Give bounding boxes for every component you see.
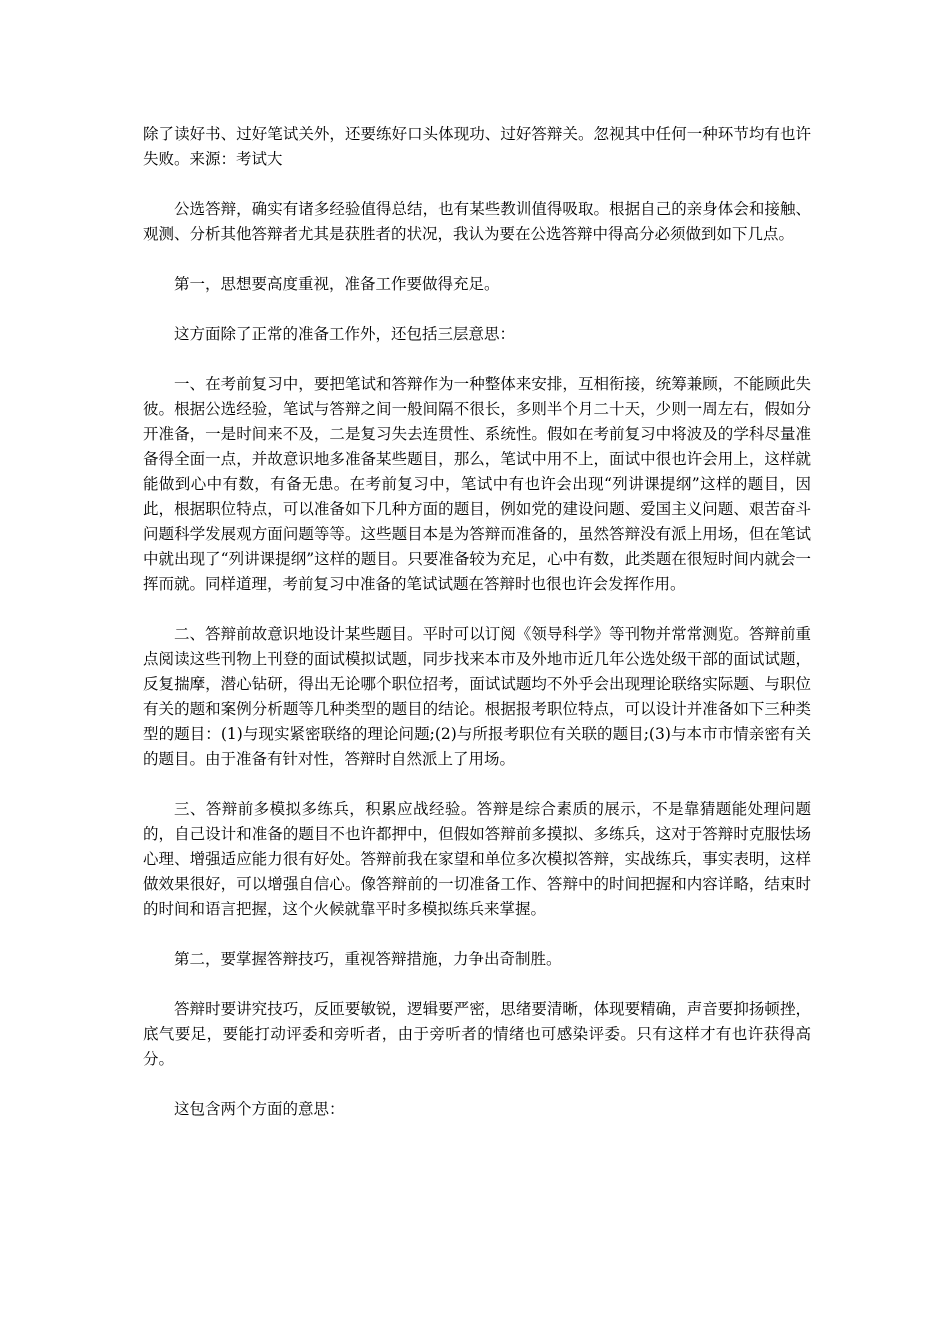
paragraph: 公选答辩，确实有诸多经验值得总结，也有某些教训值得吸取。根据自己的亲身体会和接触、观测、分析其他答辩者尤其是获胜者的状况，我认为要在公选答辩中得高分必须做到如下几点。 xyxy=(143,200,811,243)
paragraph: 二、答辩前故意识地设计某些题目。平时可以订阅《领导科学》等刊物并常常测览。答辩前重点阅读这些刊物上刊登的面试模拟试题，同步找来本市及外地市近几年公选处级干部的面试试题，反复揣摩，潜心钻研，得出无论哪个职位招考，面试试题均不外乎会出现理论联络实际题、与职位有关的题和案例分析题等几种类型的题目的结论。根据报考职位特点，可以设计并准备如下三种类型的题目：(1)与现实紧密联络的理论问题;(2)与所报考职位有关联的题目;(3)与本市市情亲密有关的题目。由于准备有针对性，答辩时自然派上了用场。 xyxy=(143,625,811,768)
paragraph: 这包含两个方面的意思： xyxy=(174,1100,345,1118)
paragraph: 一、在考前复习中，要把笔试和答辩作为一种整体来安排，互相衔接，统筹兼顾，不能顾此失彼。根据公选经验，笔试与答辩之间一般间隔不很长，多则半个月二十天，少则一周左右，假如分开准备，一是时间来不及，二是复习失去连贯性、系统性。假如在考前复习中将波及的学科尽量准备得全面一点，并故意识地多准备某些题目，那么，笔试中用不上，面试中很也许会用上，这样就能做到心中有数，有备无患。在考前复习中，笔试中有也许会出现“列讲课提纲”这样的题目，因此，根据职位特点，可以准备如下几种方面的题目，例如党的建设问题、爱国主义问题、艰苦奋斗问题科学发展观方面问题等等。这些题目本是为答辩而准备的，虽然答辩没有派上用场，但在笔试中就出现了“列讲课提纲”这样的题目。只要准备较为充足，心中有数，此类题在很短时间内就会一挥而就。同样道理，考前复习中准备的笔试试题在答辩时也很也许会发挥作用。 xyxy=(143,375,811,593)
paragraph: 三、答辩前多模拟多练兵，积累应战经验。答辩是综合素质的展示，不是靠猜题能处理问题的，自己设计和准备的题目不也许都押中，但假如答辩前多摸拟、多练兵，这对于答辩时克服怯场心理、增强适应能力很有好处。答辩前我在家望和单位多次模拟答辩，实战练兵，事实表明，这样做效果很好，可以增强自信心。像答辩前的一切准备工作、答辩中的时间把握和内容详略，结束时的时间和语言把握，这个火候就靠平时多模拟练兵来掌握。 xyxy=(143,800,811,918)
paragraph: 答辩时要讲究技巧，反匝要敏锐，逻辑要严密，思绪要清晰，体现要精确，声音要抑扬顿挫，底气要足，要能打动评委和旁听者，由于旁听者的情绪也可感染评委。只有这样才有也许获得高分。 xyxy=(143,1000,811,1068)
document-body xyxy=(143,122,811,1147)
section-heading-2: 第二，要掌握答辩技巧，重视答辩措施，力争出奇制胜。 xyxy=(174,950,562,968)
paragraph: 除了读好书、过好笔试关外，还要练好口头体现功、过好答辩关。忽视其中任何一种环节均有也许失败。来源：考试大 xyxy=(143,125,811,168)
section-heading-1: 第一，思想要高度重视，准备工作要做得充足。 xyxy=(174,275,500,293)
paragraph: 这方面除了正常的准备工作外，还包括三层意思： xyxy=(174,325,516,343)
